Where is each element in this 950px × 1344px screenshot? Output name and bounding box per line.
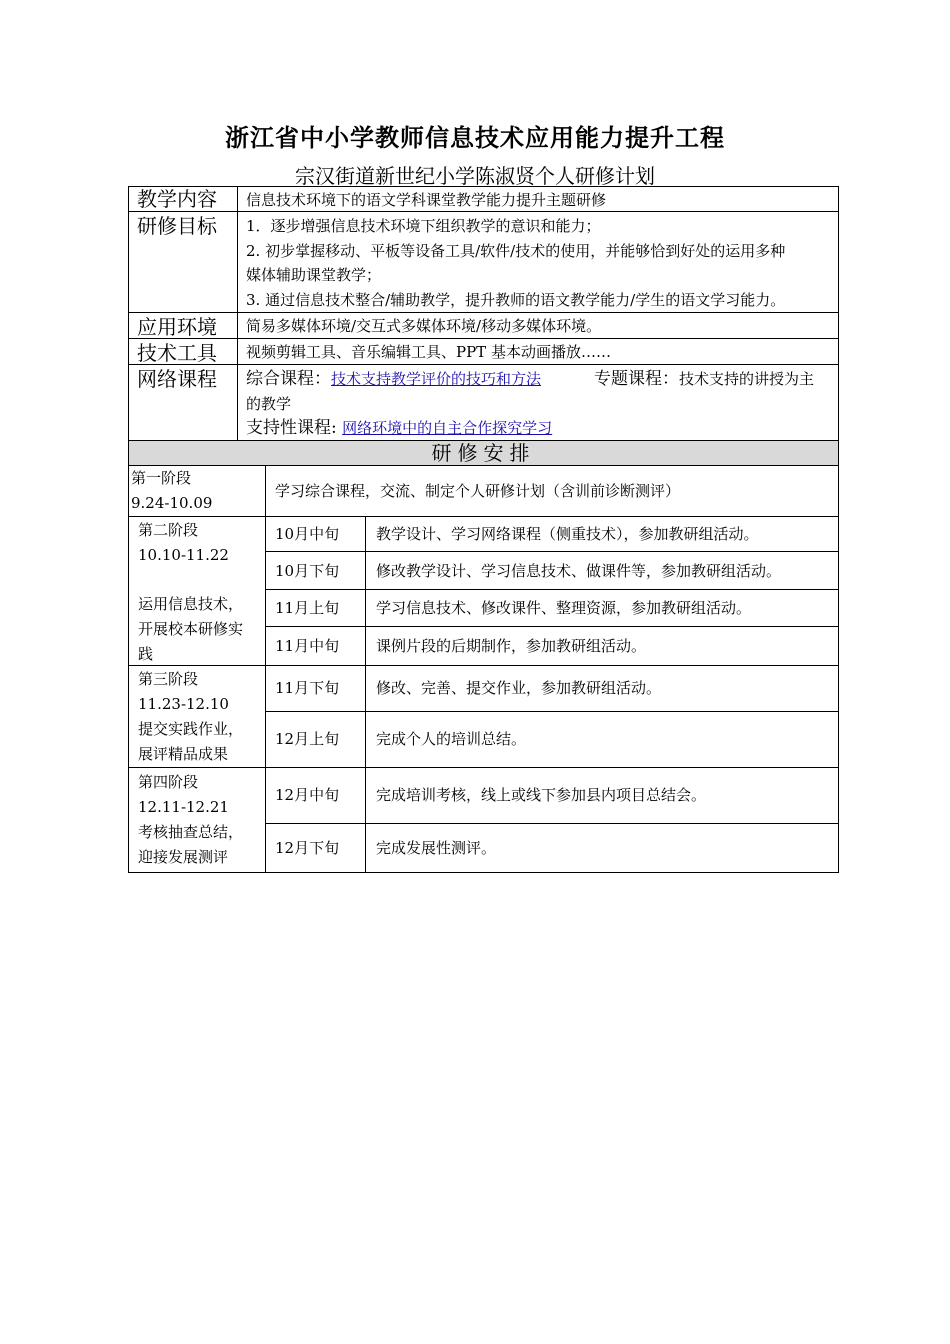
task-cell bbox=[365, 767, 839, 824]
tools-label-cell bbox=[128, 338, 238, 365]
period-label: 12月中旬 bbox=[275, 786, 340, 804]
task-cell bbox=[365, 626, 839, 666]
task-cell bbox=[365, 516, 839, 552]
goal-item: 1．逐步增强信息技术环境下组织教学的意识和能力； bbox=[246, 217, 601, 235]
stage3-name: 第三阶段 bbox=[138, 670, 199, 688]
course-label-cell bbox=[128, 364, 238, 441]
stage1-task-cell bbox=[265, 465, 839, 517]
task-text: 教学设计、学习网络课程（侧重技术），参加教研组活动。 bbox=[376, 525, 759, 543]
topic-course-value-cont: 的教学 bbox=[246, 395, 292, 413]
stage2-name: 第二阶段 bbox=[138, 521, 199, 539]
stage1-task: 学习综合课程，交流、制定个人研修计划（含训前诊断测评） bbox=[275, 482, 681, 500]
support-course-link[interactable]: 网络环境中的自主合作探究学习 bbox=[342, 419, 553, 437]
stage4-name: 第四阶段 bbox=[138, 773, 199, 791]
document-title: 浙江省中小学教师信息技术应用能力提升工程 bbox=[225, 123, 725, 152]
period-cell bbox=[265, 823, 366, 873]
period-label: 10月中旬 bbox=[275, 525, 340, 543]
task-cell bbox=[365, 711, 839, 768]
period-cell bbox=[265, 551, 366, 590]
goal-item: 媒体辅助课堂教学； bbox=[246, 266, 382, 284]
period-cell bbox=[265, 711, 366, 768]
period-cell bbox=[265, 589, 366, 627]
goal-item: 2. 初步掌握移动、平板等设备工具/软件/技术的使用，并能够恰到好处的运用多种 bbox=[246, 242, 786, 260]
env-label-cell bbox=[128, 312, 238, 339]
content-value-cell bbox=[237, 186, 839, 212]
period-cell bbox=[265, 516, 366, 552]
topic-course-line bbox=[594, 366, 814, 392]
period-label: 12月上旬 bbox=[275, 730, 340, 748]
period-label: 11月中旬 bbox=[275, 637, 340, 655]
schedule-header: 研修安排 bbox=[128, 440, 839, 466]
stage4-desc: 考核抽查总结， bbox=[138, 823, 244, 841]
env-value-cell bbox=[237, 312, 839, 339]
stage4-dates: 12.11-12.21 bbox=[138, 798, 229, 816]
document-subtitle: 宗汉街道新世纪小学陈淑贤个人研修计划 bbox=[295, 164, 655, 188]
stage1-cell bbox=[128, 465, 266, 517]
stage4-cell bbox=[128, 767, 266, 873]
period-label: 11月下旬 bbox=[275, 679, 340, 697]
course-label: 网络课程 bbox=[137, 367, 217, 391]
stage2-desc: 开展校本研修实 bbox=[138, 620, 244, 638]
comprehensive-course-label: 综合课程： bbox=[246, 369, 331, 389]
content-value: 信息技术环境下的语文学科课堂教学能力提升主题研修 bbox=[246, 191, 607, 209]
task-text: 修改、完善、提交作业，参加教研组活动。 bbox=[376, 679, 662, 697]
task-cell bbox=[365, 823, 839, 873]
support-course-label: 支持性课程: bbox=[246, 418, 343, 438]
stage3-cell bbox=[128, 665, 266, 768]
stage2-desc: 运用信息技术， bbox=[138, 595, 244, 613]
stage2-dates: 10.10-11.22 bbox=[138, 546, 229, 564]
task-text: 课例片段的后期制作，参加教研组活动。 bbox=[376, 637, 647, 655]
stage1-dates: 9.24-10.09 bbox=[131, 494, 213, 512]
comprehensive-course-link[interactable]: 技术支持教学评价的技巧和方法 bbox=[331, 370, 542, 388]
stage2-cell bbox=[128, 516, 266, 666]
period-cell bbox=[265, 767, 366, 824]
task-cell bbox=[365, 665, 839, 712]
stage1-name: 第一阶段 bbox=[131, 469, 192, 487]
task-text: 完成个人的培训总结。 bbox=[376, 730, 527, 748]
period-label: 11月上旬 bbox=[275, 599, 340, 617]
goal-label-cell bbox=[128, 211, 238, 313]
content-label-cell bbox=[128, 186, 238, 212]
period-label: 10月下旬 bbox=[275, 562, 340, 580]
tools-value-cell bbox=[237, 338, 839, 365]
task-cell bbox=[365, 551, 839, 590]
topic-course-value: 技术支持的讲授为主 bbox=[679, 370, 815, 388]
period-cell bbox=[265, 665, 366, 712]
period-label: 12月下旬 bbox=[275, 839, 340, 857]
tools-value: 视频剪辑工具、音乐编辑工具、PPT 基本动画播放…… bbox=[246, 343, 611, 361]
goal-item: 3. 通过信息技术整合/辅助教学，提升教师的语文教学能力/学生的语文学习能力。 bbox=[246, 291, 786, 309]
env-label: 应用环境 bbox=[137, 315, 217, 339]
task-text: 完成培训考核，线上或线下参加县内项目总结会。 bbox=[376, 786, 707, 804]
task-text: 学习信息技术、修改课件、整理资源，参加教研组活动。 bbox=[376, 599, 752, 617]
goal-value-cell bbox=[237, 211, 839, 313]
task-text: 完成发展性测评。 bbox=[376, 839, 497, 857]
stage3-desc: 展评精品成果 bbox=[138, 745, 229, 763]
content-label: 教学内容 bbox=[137, 187, 217, 211]
comprehensive-course-line bbox=[246, 366, 541, 392]
env-value: 简易多媒体环境/交互式多媒体环境/移动多媒体环境。 bbox=[246, 317, 602, 335]
topic-course-label: 专题课程： bbox=[594, 369, 679, 389]
stage4-desc: 迎接发展测评 bbox=[138, 848, 229, 866]
support-course-line bbox=[246, 415, 552, 441]
task-text: 修改教学设计、学习信息技术、做课件等，参加教研组活动。 bbox=[376, 562, 782, 580]
period-cell bbox=[265, 626, 366, 666]
stage3-desc: 提交实践作业， bbox=[138, 720, 244, 738]
task-cell bbox=[365, 589, 839, 627]
stage3-dates: 11.23-12.10 bbox=[138, 695, 229, 713]
stage2-desc: 践 bbox=[138, 645, 154, 663]
goal-label: 研修目标 bbox=[137, 214, 217, 238]
course-value-cell bbox=[237, 364, 839, 441]
tools-label: 技术工具 bbox=[137, 341, 217, 365]
